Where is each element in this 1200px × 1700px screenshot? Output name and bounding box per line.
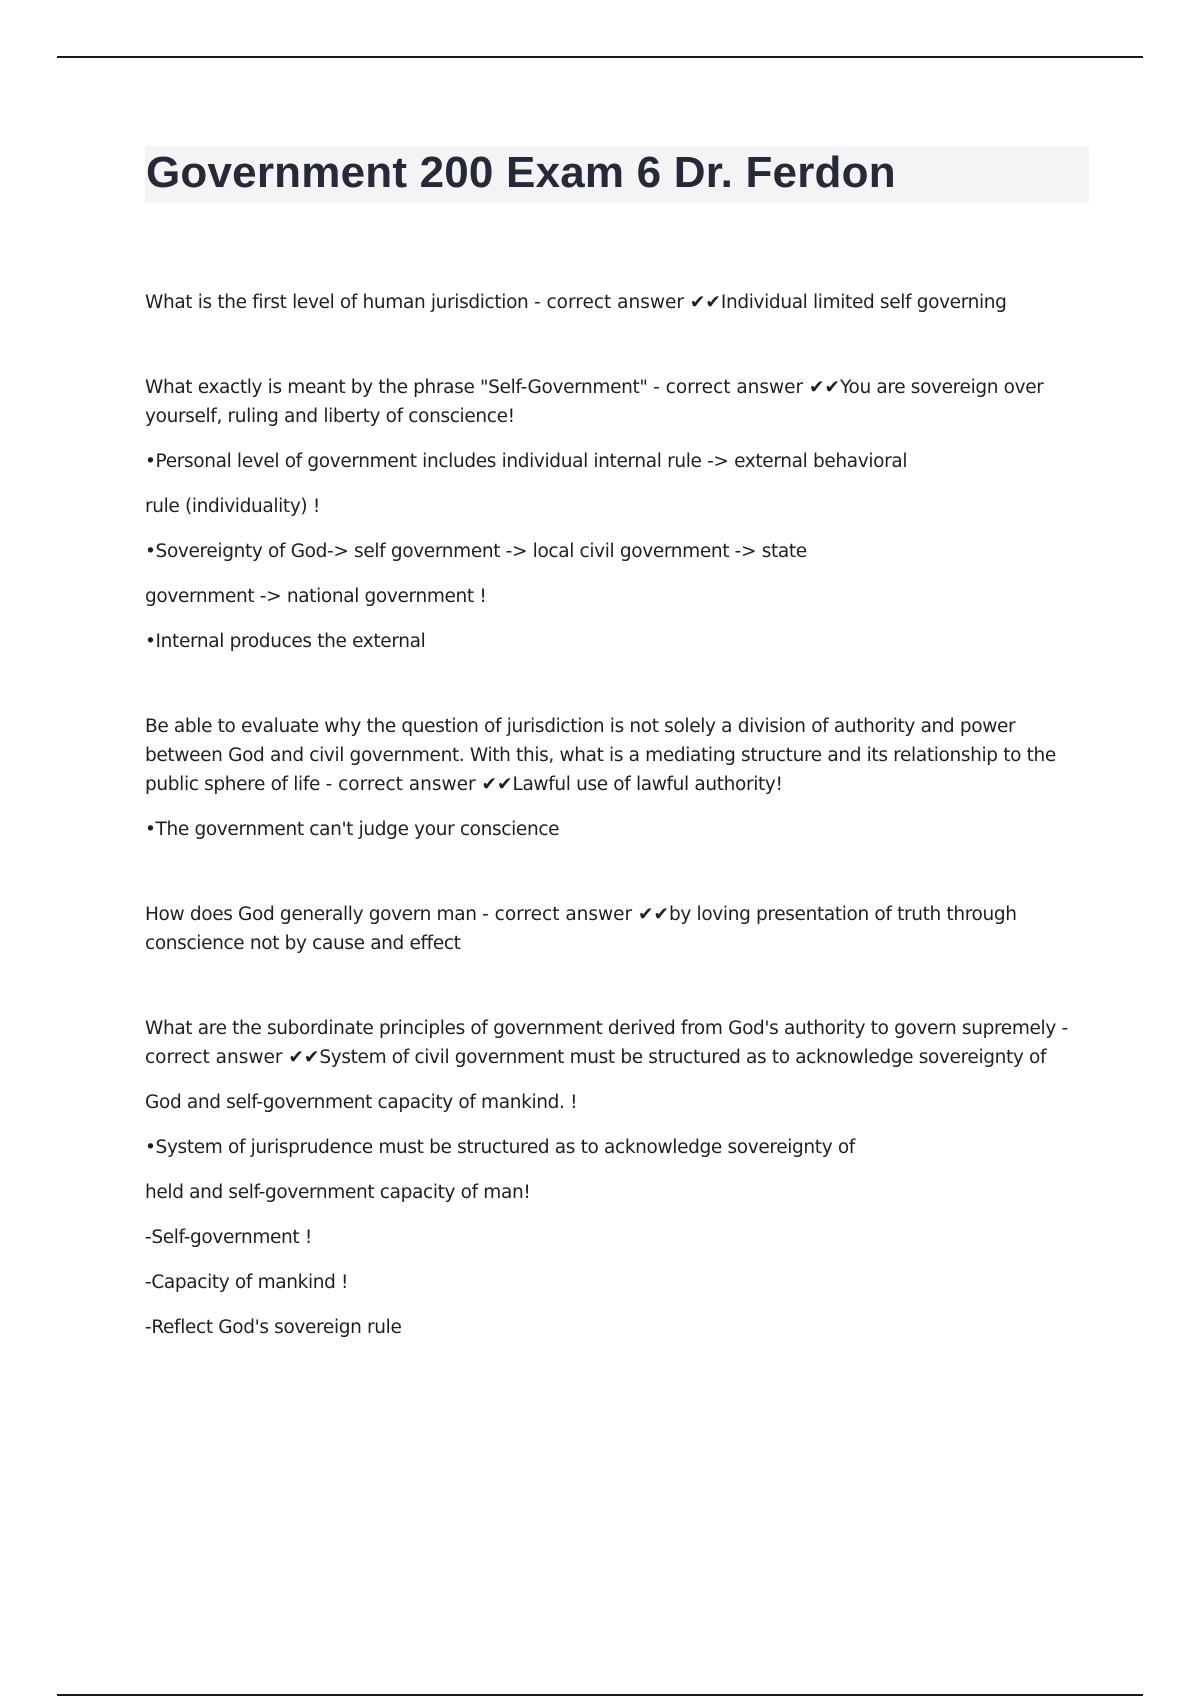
question-text: Be able to evaluate why the question of jurisdiction is not solely a division of authority and power between God and civil government. With this, what is a mediating structure and its relationship to the public sphere of life <box>145 716 1056 795</box>
document-title: Government 200 Exam 6 Dr. Ferdon <box>146 148 896 197</box>
answer-marker: - correct answer ✔✔ <box>653 377 841 398</box>
answer-detail-line: •Personal level of government includes individual internal rule -> external behavioral <box>145 451 908 472</box>
answer-detail-line: •System of jurisprudence must be structured as to acknowledge sovereignty of <box>145 1137 855 1158</box>
qa-question-line <box>145 1014 1090 1072</box>
answer-text: You are sovereign over yourself, ruling and liberty of conscience! <box>145 377 1044 427</box>
answer-marker: - correct answer ✔✔ <box>533 292 721 313</box>
qa-item <box>145 900 1090 958</box>
answer-marker: - correct answer ✔✔ <box>145 1018 1069 1068</box>
qa-question-line <box>145 900 1090 958</box>
answer-marker: - correct answer ✔✔ <box>325 774 513 795</box>
answer-detail-line: rule (individuality) ! <box>145 496 320 517</box>
qa-question-line <box>145 288 1090 317</box>
qa-question-line <box>145 373 1090 431</box>
qa-item <box>145 712 1090 844</box>
question-text: What are the subordinate principles of government derived from God's authority to govern supremely <box>145 1018 1056 1039</box>
answer-detail-line: government -> national government ! <box>145 586 487 607</box>
answer-text: Individual limited self governing <box>720 292 1007 313</box>
answer-detail-line: -Capacity of mankind ! <box>145 1272 349 1293</box>
question-text: What exactly is meant by the phrase "Self-Government" <box>145 377 648 398</box>
answer-detail-line: •The government can't judge your conscience <box>145 819 560 840</box>
answer-text: Lawful use of lawful authority! <box>512 774 783 795</box>
answer-detail-line: •Sovereignty of God-> self government -> local civil government -> state <box>145 541 807 562</box>
answer-detail-line: God and self-government capacity of mankind. ! <box>145 1092 578 1113</box>
answer-text: System of civil government must be structured as to acknowledge sovereignty of <box>319 1047 1047 1068</box>
qa-item <box>145 288 1090 317</box>
bottom-rule <box>57 1694 1143 1696</box>
answer-text: by loving presentation of truth through conscience not by cause and effect <box>145 904 1017 954</box>
qa-list <box>145 288 1090 1398</box>
answer-marker: - correct answer ✔✔ <box>482 904 670 925</box>
qa-item <box>145 1014 1090 1342</box>
question-text: How does God generally govern man <box>145 904 477 925</box>
answer-detail-line: -Reflect God's sovereign rule <box>145 1317 402 1338</box>
top-rule <box>57 56 1143 58</box>
answer-detail-line: held and self-government capacity of man! <box>145 1182 531 1203</box>
qa-item <box>145 373 1090 656</box>
qa-question-line <box>145 712 1090 799</box>
question-text: What is the first level of human jurisdiction <box>145 292 529 313</box>
answer-detail-line: •Internal produces the external <box>145 631 426 652</box>
answer-detail-line: -Self-government ! <box>145 1227 312 1248</box>
